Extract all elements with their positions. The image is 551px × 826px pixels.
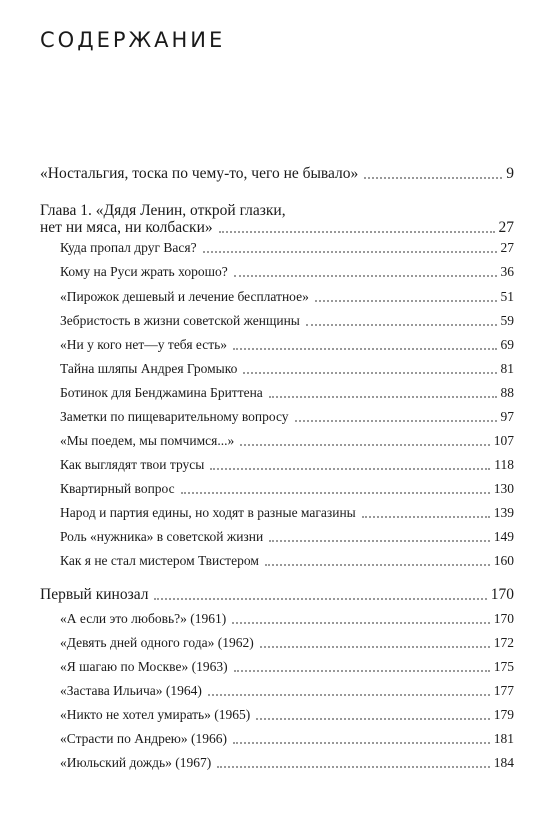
toc-subentry: [60, 383, 514, 402]
dot-leader: [154, 597, 486, 600]
toc-subentry: [60, 431, 514, 450]
toc-page-number: 9: [506, 165, 514, 182]
toc-entry-label: Народ и партия едины, но ходят в разные магазины: [60, 505, 356, 520]
dot-leader: [315, 299, 497, 302]
toc-entry-label: Первый кинозал: [40, 586, 149, 603]
toc-subentry: [60, 503, 514, 522]
dot-leader: [269, 539, 490, 542]
toc-subentry: [60, 729, 514, 748]
dot-leader: [181, 491, 490, 494]
toc-subentry: [60, 609, 514, 628]
dot-leader: [306, 323, 497, 326]
toc-page-number: 184: [493, 755, 514, 770]
dot-leader: [269, 395, 497, 398]
toc-subentry: [60, 455, 514, 474]
toc-page-number: 69: [500, 337, 514, 352]
toc-page-number: 181: [493, 731, 514, 746]
toc-page-number: 170: [490, 586, 514, 603]
dot-leader: [208, 693, 490, 696]
toc-page-number: 149: [493, 529, 514, 544]
toc-entry-label: «Я шагаю по Москве» (1963): [60, 659, 228, 674]
toc-entry-label: Куда пропал друг Вася?: [60, 240, 197, 255]
toc-page-number: 51: [500, 289, 514, 304]
dot-leader: [265, 563, 490, 566]
toc-subentry: [60, 633, 514, 652]
toc-entry-label: Как я не стал мистером Твистером: [60, 553, 259, 568]
toc-entry-label: «Мы поедем, мы помчимся...»: [60, 433, 235, 448]
toc-subentry: [60, 262, 514, 281]
toc-page-number: 177: [493, 683, 514, 698]
toc-entry-label: Тайна шляпы Андрея Громыко: [60, 361, 238, 376]
toc-subentry: [60, 238, 514, 257]
dot-leader: [203, 250, 497, 253]
toc-entry-label: Квартирный вопрос: [60, 481, 175, 496]
dot-leader: [240, 443, 490, 446]
page-title: СОДЕРЖАНИЕ: [40, 28, 226, 52]
toc-entry-label: Кому на Руси жрать хорошо?: [60, 264, 228, 279]
dot-leader: [233, 347, 496, 350]
chapter-heading-line1: Глава 1. «Дядя Ленин, открой глазки,: [40, 202, 286, 219]
dot-leader: [256, 717, 489, 720]
toc-subentry: [60, 407, 514, 426]
toc-page-number: 107: [493, 433, 514, 448]
dot-leader: [234, 274, 497, 277]
dot-leader: [210, 467, 490, 470]
dot-leader: [260, 645, 490, 648]
toc-page-number: 88: [500, 385, 514, 400]
toc-page-number: 130: [493, 481, 514, 496]
dot-leader: [295, 419, 497, 422]
toc-page-number: 27: [498, 219, 514, 236]
toc-page-number: 27: [500, 240, 514, 255]
toc-page-number: 170: [493, 611, 514, 626]
toc-subentry: [60, 479, 514, 498]
toc-subentry: [60, 311, 514, 330]
toc-entry-label: «Застава Ильича» (1964): [60, 683, 202, 698]
toc-entry-label: «Ни у кого нет—у тебя есть»: [60, 337, 228, 352]
toc-subentry: [60, 657, 514, 676]
dot-leader: [233, 741, 490, 744]
toc-entry-label: «А если это любовь?» (1961): [60, 611, 227, 626]
dot-leader: [219, 230, 495, 233]
toc-page-number: 139: [493, 505, 514, 520]
toc-page-number: 36: [500, 264, 514, 279]
dot-leader: [243, 371, 496, 374]
toc-entry-label: Заметки по пищеварительному вопросу: [60, 409, 289, 424]
toc-entry-label: «Ностальгия, тоска по чему-то, чего не бывало»: [40, 165, 359, 182]
toc-entry-chapter1: [40, 218, 514, 237]
toc-page-number: 175: [493, 659, 514, 674]
toc-page-number: 118: [494, 457, 514, 472]
dot-leader: [232, 621, 489, 624]
toc-page-number: 59: [500, 313, 514, 328]
toc-subentry: [60, 681, 514, 700]
toc-page-number: 179: [493, 707, 514, 722]
toc-subentry: [60, 551, 514, 570]
toc-entry-label: «Никто не хотел умирать» (1965): [60, 707, 251, 722]
toc-page-number: 160: [493, 553, 514, 568]
toc-entry-label: Ботинок для Бенджамина Бриттена: [60, 385, 263, 400]
toc-subentry: [60, 527, 514, 546]
toc-page-number: 81: [500, 361, 514, 376]
toc-subentry: [60, 705, 514, 724]
toc-subentry: [60, 359, 514, 378]
dot-leader: [364, 176, 502, 179]
toc-page-number: 172: [493, 635, 514, 650]
toc-entry-label: «Июльский дождь» (1967): [60, 755, 212, 770]
toc-subentry: [60, 335, 514, 354]
toc-entry-intro: [40, 164, 514, 183]
toc-subentry: [60, 287, 514, 306]
toc-entry-label: Зебристость в жизни советской женщины: [60, 313, 300, 328]
toc-entry-chapter2: [40, 585, 514, 604]
toc-entry-label: Как выглядят твои трусы: [60, 457, 205, 472]
toc-entry-label: «Страсти по Андрею» (1966): [60, 731, 228, 746]
toc-entry-label: нет ни мяса, ни колбаски»: [40, 219, 213, 236]
dot-leader: [217, 765, 489, 768]
toc-entry-label: «Девять дней одного года» (1962): [60, 635, 254, 650]
dot-leader: [362, 515, 490, 518]
toc-entry-label: «Пирожок дешевый и лечение бесплатное»: [60, 289, 309, 304]
toc-entry-label: Роль «нужника» в советской жизни: [60, 529, 264, 544]
dot-leader: [234, 669, 490, 672]
toc-subentry: [60, 753, 514, 772]
toc-page-number: 97: [500, 409, 514, 424]
